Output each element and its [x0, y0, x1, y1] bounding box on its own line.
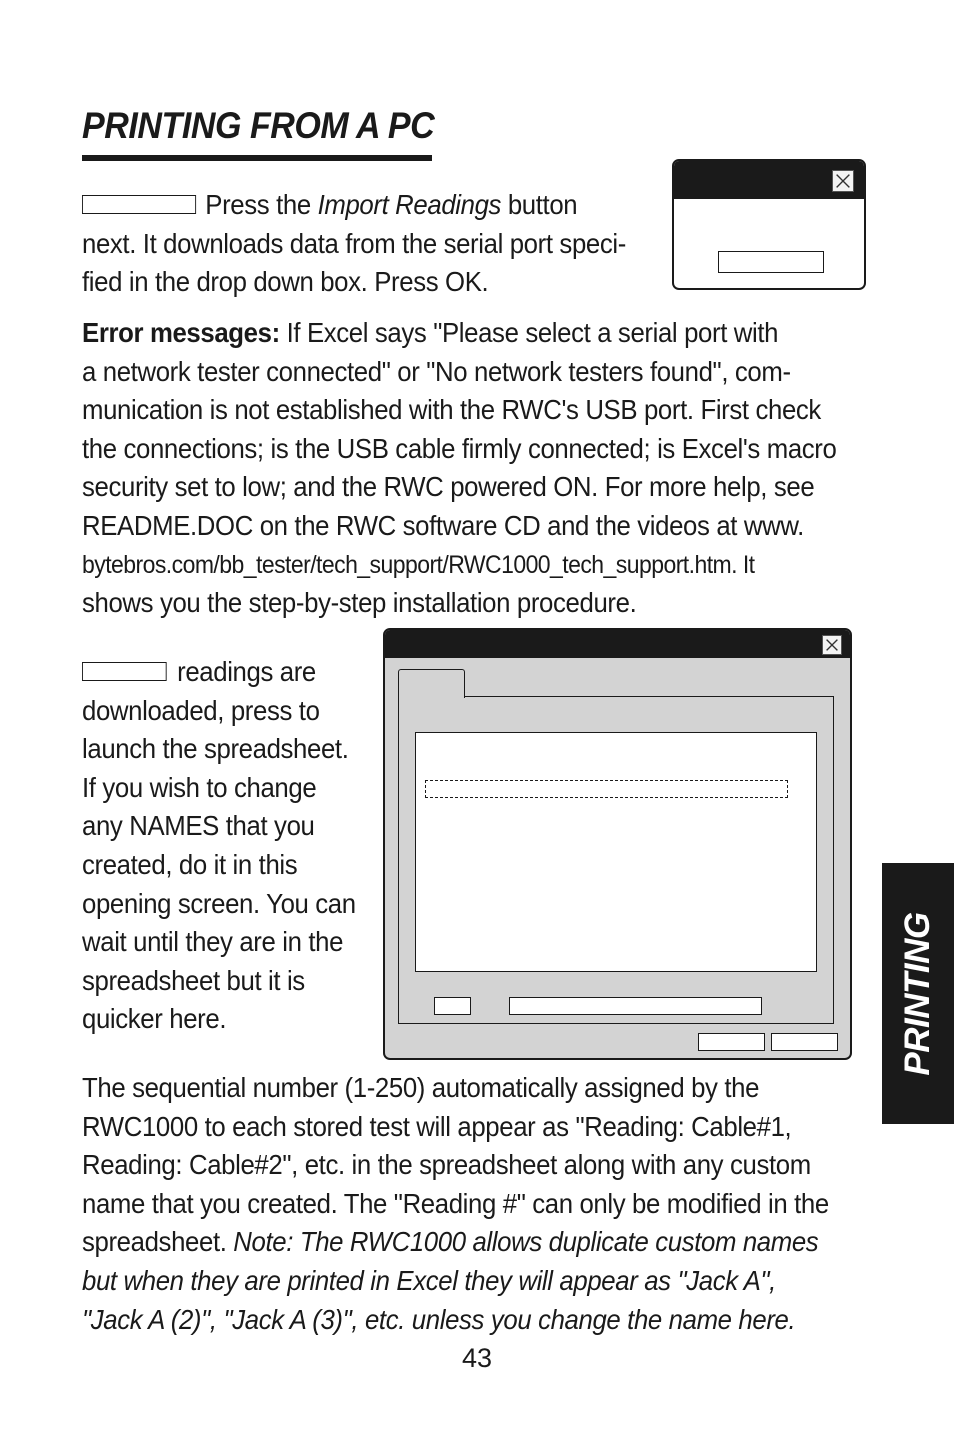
- small-button-illustration: [434, 997, 471, 1015]
- launch-line-7: opening screen. You can: [82, 887, 356, 919]
- launch-line-3: launch the spreadsheet.: [82, 733, 349, 765]
- page-title: PRINTING FROM A PC: [82, 105, 435, 146]
- error-messages-label: Error messages:: [82, 317, 280, 348]
- error-line-4: the connections; is the USB cable firmly connected; is Excel's macro: [82, 432, 837, 464]
- import-line-2: next. It downloads data from the serial port speci-: [82, 227, 626, 259]
- tab-illustration: [398, 669, 465, 698]
- error-line-8: shows you the step-by-step installation procedure.: [82, 587, 637, 619]
- dialog-title-bar: [674, 161, 864, 199]
- launch-paragraph: [82, 653, 356, 1039]
- name-field-illustration: [509, 997, 762, 1015]
- ok-button-illustration: [698, 1033, 765, 1051]
- note-text: Note: The RWC1000 allows duplicate custom names: [233, 1226, 819, 1258]
- list-item-focus-outline: [425, 780, 788, 798]
- cancel-button-illustration: [771, 1033, 838, 1051]
- error-line-3: munication is not established with the RWC's USB port. First check: [82, 394, 821, 426]
- import-readings-term: Import Readings: [317, 189, 502, 220]
- side-tab-label: PRINTING: [898, 911, 937, 1076]
- page-number: 43: [461, 1343, 493, 1373]
- launch-line-6: created, do it in this: [82, 848, 298, 880]
- launch-button-illustration: [82, 662, 167, 681]
- import-paragraph: [82, 186, 626, 302]
- launch-line-4: If you wish to change: [82, 771, 317, 803]
- error-line-7: bytebros.com/bb_tester/tech_support/RWC1000_tech_support.htm. It: [82, 550, 755, 579]
- readings-list-box: [415, 732, 817, 972]
- sequential-number-paragraph: [82, 1069, 829, 1339]
- error-line-1: Error messages: If Excel says "Please select a serial port with: [82, 317, 779, 348]
- launch-line-10: quicker here.: [82, 1003, 227, 1035]
- launch-line-8: wait until they are in the: [82, 926, 344, 958]
- seq-line-6: but when they are printed in Excel they will appear as "Jack A",: [82, 1264, 776, 1296]
- dialog-title-bar: [385, 630, 850, 658]
- ok-button-illustration: [718, 251, 824, 273]
- import-line-1: Press the Import Readings button: [82, 186, 626, 225]
- section-side-tab: [882, 863, 954, 1124]
- import-dialog-illustration: [672, 159, 866, 290]
- launch-line-5: any NAMES that you: [82, 810, 315, 842]
- seq-line-2: RWC1000 to each stored test will appear as "Reading: Cable#1,: [82, 1110, 792, 1142]
- error-line-6: README.DOC on the RWC software CD and the videos at www.: [82, 509, 804, 541]
- launch-line-2: downloaded, press to: [82, 694, 320, 726]
- error-line-2: a network tester connected" or "No network testers found", com-: [82, 355, 791, 387]
- error-line-5: security set to low; and the RWC powered ON. For more help, see: [82, 471, 815, 503]
- launch-line-9: spreadsheet but it is: [82, 964, 305, 996]
- seq-line-7: "Jack A (2)", "Jack A (3)", etc. unless you change the name here.: [82, 1303, 796, 1335]
- seq-line-4: name that you created. The "Reading #" can only be modified in the: [82, 1187, 829, 1219]
- close-icon: [832, 170, 854, 192]
- title-underline: [82, 155, 432, 161]
- close-icon: [822, 635, 842, 655]
- seq-line-5: spreadsheet. Note: The RWC1000 allows duplicate custom names: [82, 1226, 819, 1258]
- names-dialog-illustration: [383, 628, 852, 1060]
- import-readings-button-illustration: [82, 195, 196, 214]
- seq-line-1: The sequential number (1-250) automatically assigned by the: [82, 1072, 760, 1103]
- import-line-3: fied in the drop down box. Press OK.: [82, 266, 489, 298]
- seq-line-3: Reading: Cable#2", etc. in the spreadsheet along with any custom: [82, 1149, 811, 1181]
- launch-line-1: readings are: [82, 653, 356, 692]
- error-messages-paragraph: [82, 314, 836, 623]
